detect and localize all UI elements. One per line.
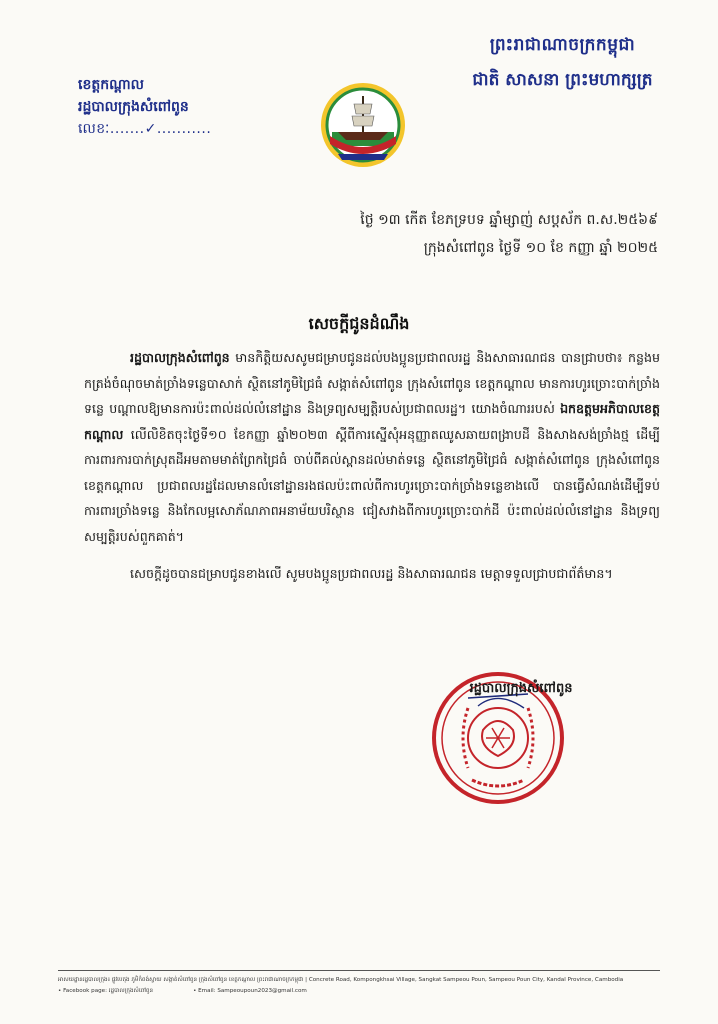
footer-email: • Email: Sampeoupoun2023@gmail.com <box>193 986 307 997</box>
reference-number: លេខៈ.......✓........... <box>78 121 212 137</box>
city-emblem-icon <box>318 80 408 170</box>
paragraph-main <box>84 345 660 549</box>
solar-date: ក្រុងសំពៅពូន ថ្ងៃទី ១០ ខែ កញ្ញា ឆ្នាំ ២០២៥ <box>423 240 658 256</box>
kingdom-title: ព្រះរាជាណាចក្រកម្ពុជា <box>489 35 636 55</box>
province-name: ខេត្តកណ្ដាល <box>78 77 144 93</box>
letter-body <box>84 345 660 599</box>
paragraph-lead-authority: រដ្ឋបាលក្រុងសំពៅពូន <box>130 350 230 365</box>
footer-facebook: • Facebook page: រដ្ឋបាលក្រុងសំពៅពូន <box>58 986 153 997</box>
lunar-date: ថ្ងៃ ១៣ កើត ខែភទ្របទ ឆ្នាំម្សាញ់ សប្ដស័ក ព.ស.២៥៦៩ <box>360 212 658 228</box>
kingdom-header <box>455 34 670 94</box>
footer-address: អាសយដ្ឋានរដ្ឋបាលក្រុង៖ ផ្លូវបេតុង ភូមិកំពង់ស្វាយ សង្កាត់សំពៅពូន ក្រុងសំពៅពូន ខេត្តកណ្ដាល ព្រះរាជាណាចក្រកម្ពុជា | Concrete Road, Kompongkhsai Village, Sangkat Sampeou Poun, Sampeou Poun City, Kandal Province, Cambodia <box>58 977 624 983</box>
document-title: សេចក្ដីជូនដំណឹង <box>308 314 410 333</box>
authority-name: រដ្ឋបាលក្រុងសំពៅពូន <box>78 99 189 115</box>
paragraph-text-b: លើលិខិតចុះថ្ងៃទី១០ ខែកញ្ញា ឆ្នាំ២០២៣ ស្ដីពីការស្នើសុំអនុញ្ញាតឈូសឆាយពង្រាបដី និងសាងសង់ច្រាំងថ្ម ដើម្បីការពារការបាក់ស្រុតដីអមតាមមាត់ព្រែកជ្រៃធំ ចាប់ពីគល់ស្ពានដល់មាត់ទន្លេ ស្ថិតនៅភូមិជ្រៃធំ សង្កាត់សំពៅពូន ក្រុងសំពៅពូន ខេត្តកណ្ដាល ប្រជាពលរដ្ឋដែលមានលំនៅដ្ឋានរងផលប៉ះពាល់ពីការហូរច្រោះបាក់ច្រាំងទន្លេខាងលើ បានធ្វើសំណង់ដើម្បីទប់ការពារច្រាំងទន្លេ និងកែលម្អសោភ័ណភាពអនាម័យបរិស្ថាន ជៀសវាងពីការហូរច្រោះបាក់ដី ប៉ះពាល់ដល់លំនៅដ្ឋាន និងទ្រព្យសម្បត្តិរបស់ពួកគាត់។ <box>84 426 660 544</box>
paragraph-text-a: មានកិត្តិយសសូមជម្រាបជូនដល់បងប្អូនប្រជាពលរដ្ឋ និងសាធារណជន បានជ្រាបថា៖ កន្លងមកត្រង់ចំណុចមាត់ច្រាំងទន្លេបាសាក់ ស្ថិតនៅភូមិជ្រៃធំ សង្កាត់សំពៅពូន ក្រុងសំពៅពូន ខេត្តកណ្ដាល មានការហូរច្រោះបាក់ច្រាំងទន្លេ បណ្ដាលឱ្យមានការប៉ះពាល់ដល់លំនៅដ្ឋាន និងទ្រព្យសម្បត្តិរបស់ប្រជាពលរដ្ឋ។ យោងចំណាររបស់ <box>84 350 660 416</box>
issuing-authority <box>78 74 218 140</box>
letter-dates <box>298 206 658 262</box>
signature-authority: រដ្ឋបាលក្រុងសំពៅពូន <box>469 681 573 696</box>
national-motto: ជាតិ សាសនា ព្រះមហាក្សត្រ <box>472 70 653 90</box>
governor-reference: ឯកឧត្តមអភិបាលខេត្តកណ្ដាល <box>84 401 660 442</box>
letter-footer <box>58 970 660 997</box>
paragraph-closing: សេចក្ដីដូចបានជម្រាបជូនខាងលើ សូមបងប្អូនប្រជាពលរដ្ឋ និងសាធារណជន មេត្តាទទួលជ្រាបជាព័ត៌មាន។ <box>130 566 613 581</box>
